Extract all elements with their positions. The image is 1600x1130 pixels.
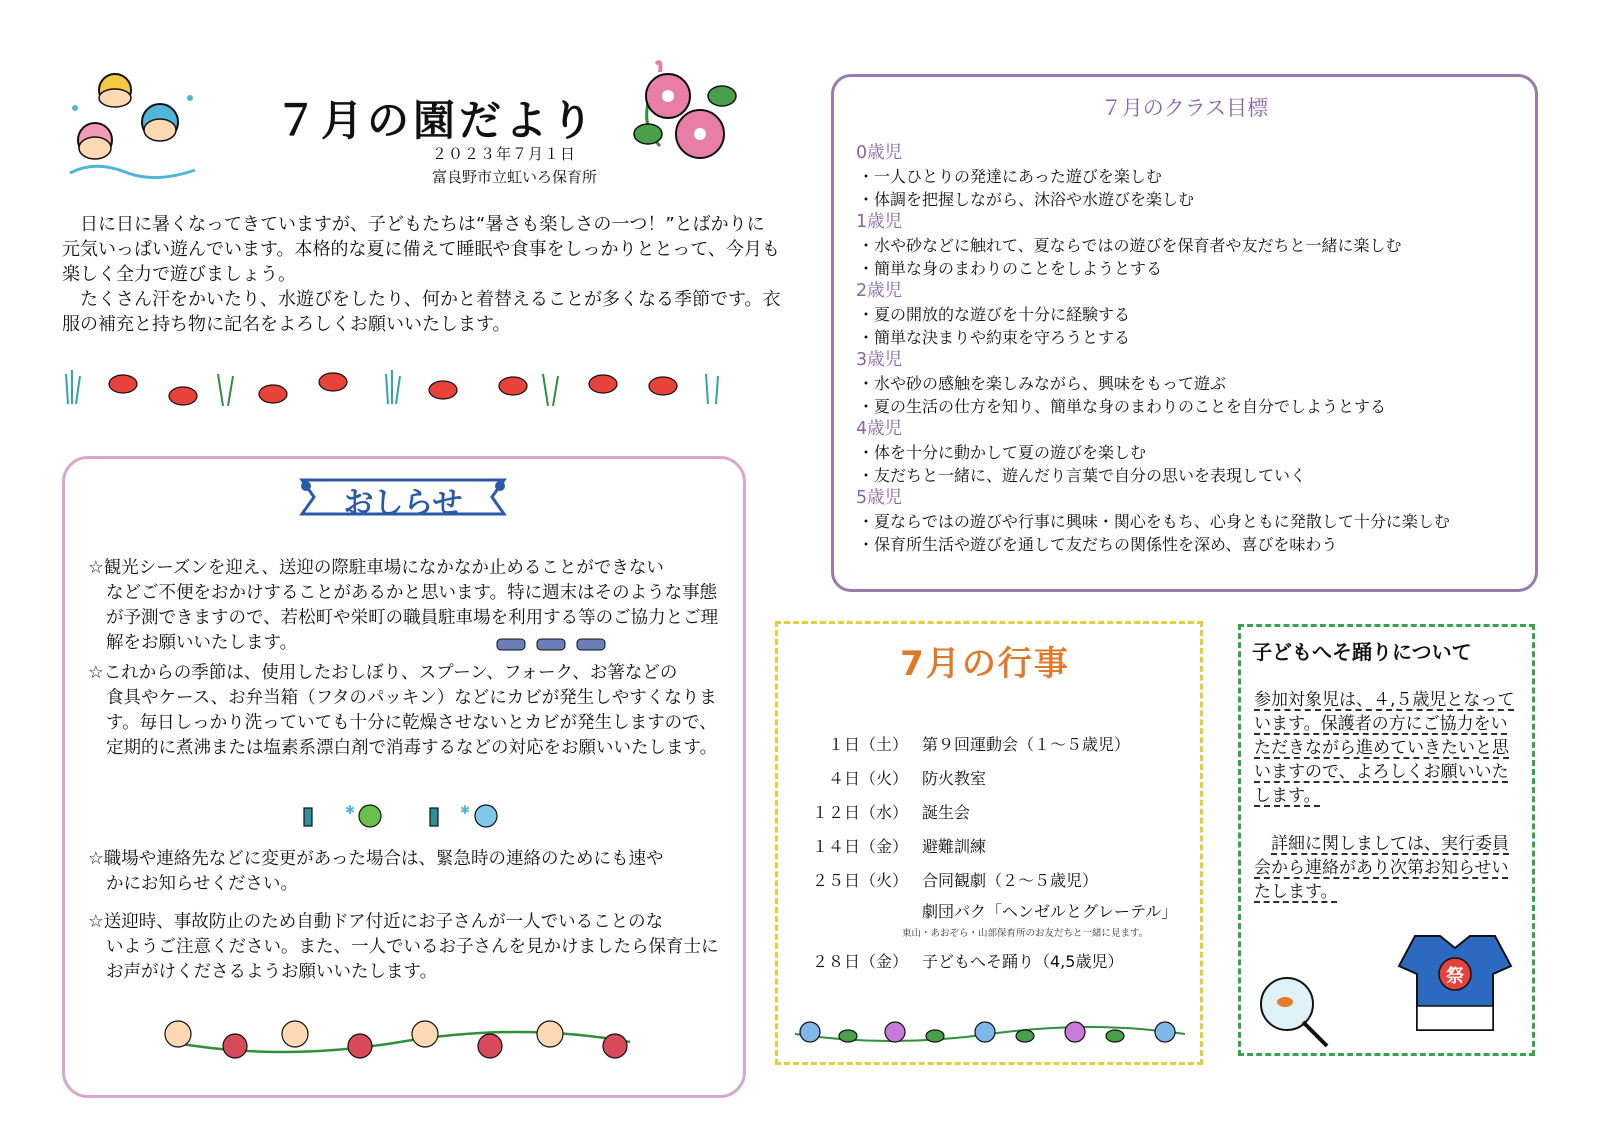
events-title: 7月の行事 [900, 644, 1070, 684]
notice-item-mold [88, 661, 728, 761]
class-goal-item: ・一人ひとりの発達にあった遊びを楽しむ [858, 167, 1162, 186]
morning-glory-vine-border [790, 1014, 1190, 1050]
happi-label: 祭 [1446, 966, 1464, 987]
class-goal-item: ・体調を把握しながら、沐浴や水遊びを楽しむ [858, 190, 1195, 209]
event-description [922, 949, 1196, 983]
class-age-label: 3歳児 [856, 350, 903, 370]
event-row [796, 732, 1196, 766]
event-date: ４日（火） [827, 769, 908, 788]
event-date: １２日（水） [811, 803, 908, 822]
notice-item-text: ☆送迎時、事故防止のため自動ドア付近にお子さんが一人でいることのな [88, 912, 664, 932]
event-date: １日（土） [827, 735, 908, 754]
notice-item-parking [88, 556, 728, 656]
event-title: 子どもへそ踊り（4,5歳児） [922, 952, 1124, 971]
event-row [796, 949, 1196, 983]
event-date: １４日（金） [811, 837, 908, 856]
class-goals-list [856, 142, 1516, 556]
event-title: 誕生会 [922, 803, 971, 822]
events-table [796, 732, 1196, 983]
event-description [902, 868, 1196, 949]
svg-text:✱: ✱ [460, 803, 471, 817]
event-date: ２８日（金） [811, 952, 908, 971]
event-description [922, 732, 1196, 766]
svg-text:✱: ✱ [345, 803, 356, 817]
event-date: ２５日（火） [811, 871, 908, 890]
class-goal-item: ・夏ならではの遊びや行事に興味・関心をもち、心身ともに発散して十分に楽しむ [858, 512, 1450, 531]
class-goal-item: ・体を十分に動かして夏の遊びを楽しむ [858, 443, 1147, 462]
class-goal-item: ・保育所生活や遊びを通して友だちの関係性を深め、喜びを味わう [858, 535, 1338, 554]
class-goal-item: ・夏の開放的な遊びを十分に経験する [858, 305, 1131, 324]
class-goal-item: ・水や砂などに触れて、夏ならではの遊びを保育者や友だちと一緒に楽しむ [858, 236, 1402, 255]
class-age-label: 1歳児 [856, 212, 903, 232]
class-goal-item: ・夏の生活の仕方を知り、簡単な身のまわりのことを自分でしようとする [858, 397, 1387, 416]
uchiwa-fan-icon [1255, 972, 1335, 1052]
event-row [796, 868, 1196, 949]
notice-item-text: などご不便をおかけすることがあるかと思います。特に週末はそのような事態が予測できますので、若松町や栄町の職員駐車場を利用する等のご協力とご理解をお願いいたします。 [106, 583, 719, 653]
dance-text [1254, 688, 1516, 904]
class-age-label: 5歳児 [856, 488, 903, 508]
tableware-decoration [300, 800, 505, 830]
event-subtitle: 劇団パク「ヘンゼルとグレーテル」 [922, 902, 1178, 921]
notice-item-text: かにお知らせください。 [106, 874, 298, 894]
dance-paragraph: 参加対象児は、４,５歳児となっています。保護者の方にご協力をいただきながら進めていきたいと思いますので、よろしくお願いいたします。 [1254, 690, 1515, 806]
babies-morning-glory-border [160, 1012, 640, 1072]
notice-item-text: ☆観光シーズンを迎え、送迎の際駐車場になかなか止めることができない [88, 558, 664, 578]
dance-title: 子どもへそ踊りについて [1252, 640, 1472, 664]
notice-item-text: ☆職場や連絡先などに変更があった場合は、緊急時の連絡のためにも速や [88, 849, 664, 869]
event-description [922, 800, 1196, 834]
issue-date: ２０２３年７月１日 [432, 145, 577, 163]
event-title: 合同観劇（２～５歳児） [922, 871, 1099, 890]
intro-text [62, 212, 782, 337]
event-note: 東山・あおぞら・山部保育所のお友だちと一緒に見ます。 [902, 928, 1149, 939]
notice-item-contact [88, 847, 728, 897]
class-goals-title: ７月のクラス目標 [1100, 96, 1269, 120]
notice-item-safety [88, 910, 728, 985]
notice-item-text: ☆これからの季節は、使用したおしぼり、スプーン、フォーク、お箸などの [88, 663, 678, 683]
event-row [796, 834, 1196, 868]
class-goal-item: ・簡単な決まりや約束を守ろうとする [858, 328, 1131, 347]
event-description [922, 834, 1196, 868]
intro-paragraph: 日に日に暑くなってきていますが、子どもたちは“暑さも楽しさの一つ！”とばかりに元気いっぱい遊んでいます。本格的な夏に備えて睡眠や食事をしっかりととって、今月も楽しく全力で遊びましょう。 [62, 214, 780, 285]
class-age-label: 2歳児 [856, 281, 903, 301]
class-goal-item: ・簡単な身のまわりのことをしようとする [858, 259, 1163, 278]
page-title: ７月の園だより [275, 96, 598, 145]
intro-paragraph: たくさん汗をかいたり、水遊びをしたり、何かと着替えることが多くなる季節です。衣服の補充と持ち物に記名をよろしくお願いいたします。 [62, 289, 781, 335]
event-row [796, 766, 1196, 800]
notice-item-text: 食具やケース、お弁当箱（フタのパッキン）などにカビが発生しやすくなります。毎日しっかり洗っていても十分に乾燥させないとカビが発生しますので、定期的に煮沸または塩素系漂白剤で消毒するなどの対応をお願いいたします。 [106, 688, 718, 758]
class-goal-item: ・友だちと一緒に、遊んだり言葉で自分の思いを表現していく [858, 466, 1307, 485]
class-goal-item: ・水や砂の感触を楽しみながら、興味をもって遊ぶ [858, 374, 1227, 393]
notice-box [62, 456, 746, 1098]
event-row [796, 800, 1196, 834]
notice-item-text: いようご注意ください。また、一人でいるお子さんを見かけましたら保育士にお声がけくださるようお願いいたします。 [106, 937, 719, 982]
swimming-kids-illustration [55, 68, 205, 188]
organization-name: 富良野市立虹いろ保育所 [432, 168, 598, 186]
class-age-label: 4歳児 [856, 419, 903, 439]
event-description [922, 766, 1196, 800]
event-title: 避難訓練 [922, 837, 987, 856]
class-age-label: 0歳児 [856, 143, 903, 163]
dance-paragraph: 詳細に関しましては、実行委員会から連絡があり次第お知らせいたします。 [1254, 834, 1509, 902]
notice-title: おしらせ [343, 486, 463, 521]
goldfish-border-decoration [58, 364, 728, 414]
event-title: 防火教室 [922, 769, 987, 788]
event-title: 第９回運動会（１～５歳児） [922, 735, 1131, 754]
morning-glory-illustration [630, 56, 740, 164]
cars-icon [495, 633, 611, 655]
